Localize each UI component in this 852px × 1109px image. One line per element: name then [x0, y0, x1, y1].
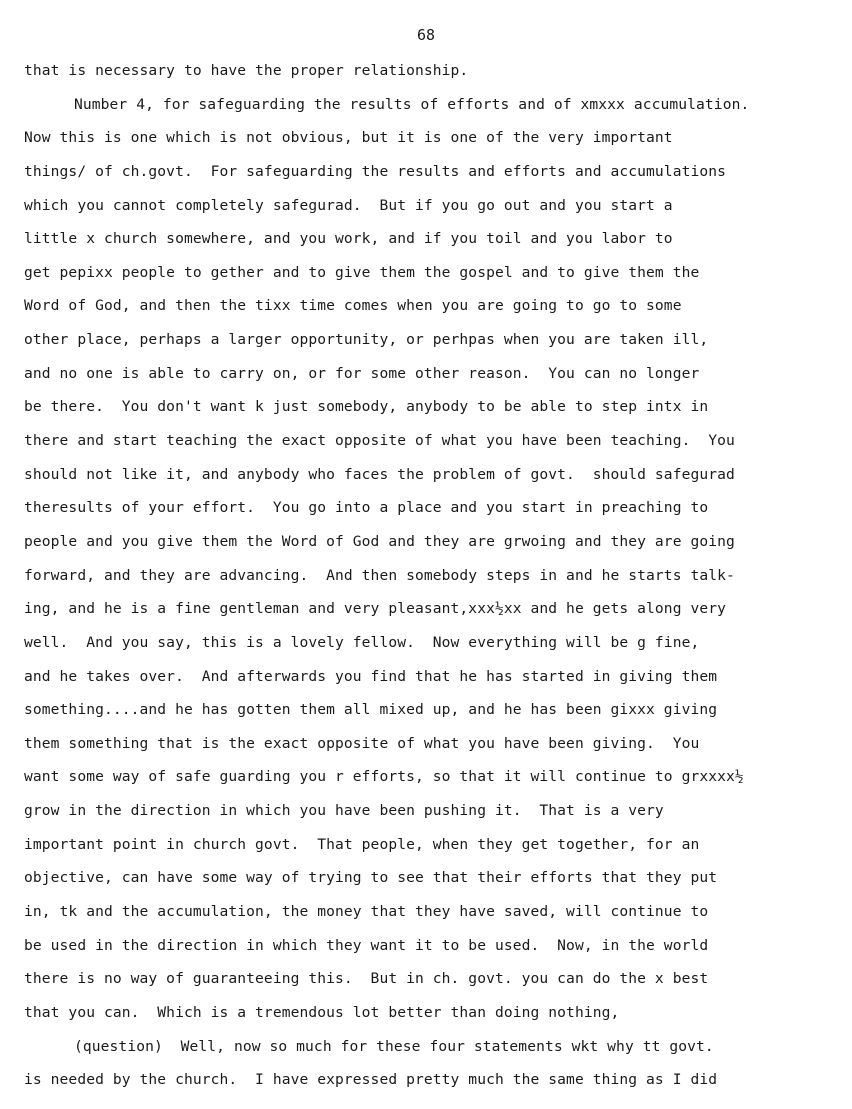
- text-line: grow in the direction in which you have been pushing it. That is a very: [24, 802, 664, 820]
- text-line: (question) Well, now so much for these four statements wkt why tt govt.: [74, 1037, 714, 1055]
- text-line: get pepixx people to gether and to give them the gospel and to give them the: [24, 263, 700, 281]
- text-line: is needed by the church. I have expressed pretty much the same thing as I did: [24, 1071, 718, 1089]
- text-line: other place, perhaps a larger opportunity, or perhpas when you are taken ill,: [24, 331, 709, 349]
- text-line: things/ of ch.govt. For safeguarding the results and efforts and accumulations: [24, 162, 727, 180]
- text-line: well. And you say, this is a lovely fellow. Now everything will be g fine,: [24, 633, 700, 651]
- body-text: [24, 60, 836, 1103]
- text-line: should not like it, and anybody who faces the problem of govt. should safegurad: [24, 465, 735, 483]
- text-line: want some way of safe guarding you r efforts, so that it will continue to grxxxx½: [24, 768, 744, 786]
- text-line: something....and he has gotten them all mixed up, and he has been gixxx giving: [24, 701, 718, 719]
- text-line: in, tk and the accumulation, the money that they have saved, will continue to: [24, 903, 709, 921]
- text-line: Now this is one which is not obvious, but it is one of the very important: [24, 129, 673, 147]
- text-line: there and start teaching the exact opposite of what you have been teaching. You: [24, 432, 735, 450]
- text-line: ing, and he is a fine gentleman and very pleasant,xxx½xx and he gets along very: [24, 600, 727, 618]
- text-line: Word of God, and then the tixx time comes when you are going to go to some: [24, 297, 682, 315]
- text-line: important point in church govt. That people, when they get together, for an: [24, 835, 700, 853]
- text-line: and he takes over. And afterwards you find that he has started in giving them: [24, 667, 718, 685]
- text-line: forward, and they are advancing. And then somebody steps in and he starts talk-: [24, 566, 735, 584]
- text-line: be used in the direction in which they want it to be used. Now, in the world: [24, 936, 709, 954]
- text-line: them something that is the exact opposite of what you have been giving. You: [24, 734, 700, 752]
- text-line: that you can. Which is a tremendous lot better than doing nothing,: [24, 1003, 620, 1021]
- text-line: which you cannot completely safegurad. But if you go out and you start a: [24, 196, 673, 214]
- text-line: objective, can have some way of trying to see that their efforts that they put: [24, 869, 718, 887]
- text-line: people and you give them the Word of God and they are grwoing and they are going: [24, 532, 735, 550]
- text-line: be there. You don't want k just somebody, anybody to be able to step intx in: [24, 398, 709, 416]
- text-line: that is necessary to have the proper relationship.: [24, 62, 469, 79]
- text-line: and no one is able to carry on, or for some other reason. You can no longer: [24, 364, 700, 382]
- page-number: 68: [416, 26, 436, 44]
- text-line: theresults of your effort. You go into a place and you start in preaching to: [24, 499, 709, 517]
- text-line: Number 4, for safeguarding the results of efforts and of xmxxx accumulation.: [74, 95, 750, 113]
- text-line: there is no way of guaranteeing this. But in ch. govt. you can do the x best: [24, 970, 709, 988]
- text-line: little x church somewhere, and you work, and if you toil and you labor to: [24, 230, 673, 248]
